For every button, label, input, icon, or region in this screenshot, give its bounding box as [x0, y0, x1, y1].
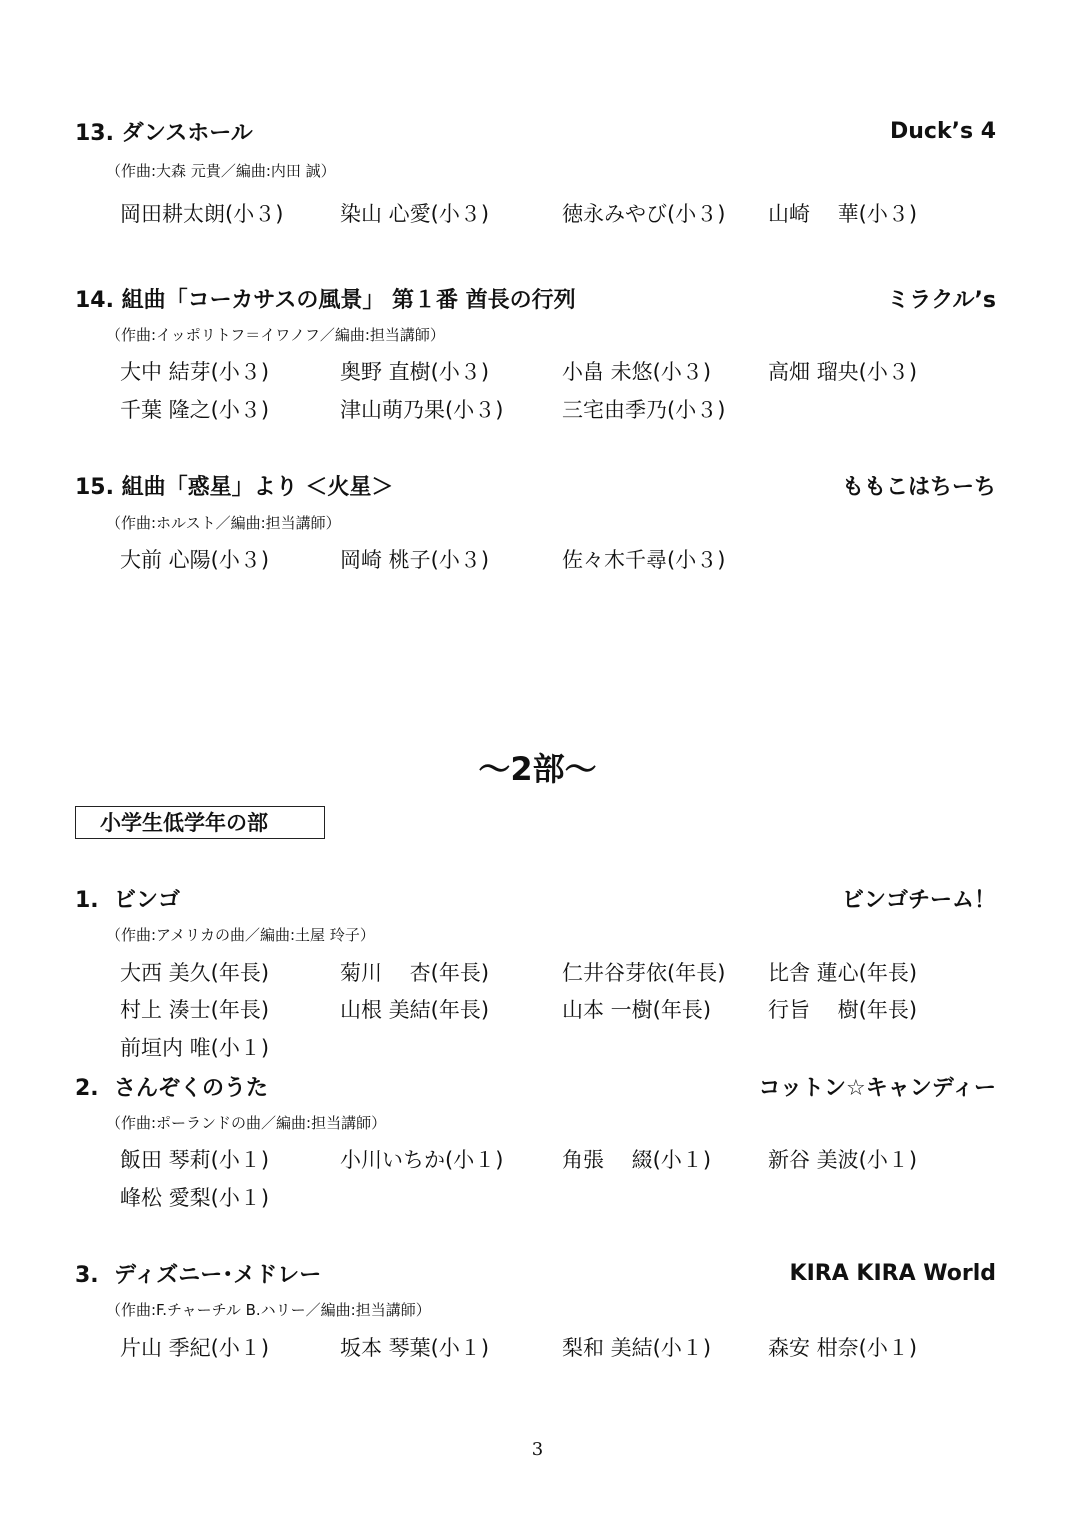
performer: 仁井谷芽依(年長): [562, 961, 726, 985]
program-item-2: [75, 1068, 996, 1104]
performer: 前垣内 唯(小１): [120, 1036, 270, 1060]
group-name: ミラクル’s: [887, 287, 996, 313]
performer: 新谷 美波(小１): [768, 1148, 918, 1172]
group-name: コットン☆キャンディー: [758, 1075, 996, 1101]
performer: 大前 心陽(小３): [120, 548, 270, 572]
performer: 津山萌乃果(小３): [340, 398, 504, 422]
performer: 岡田耕太朗(小３): [120, 202, 284, 226]
part-title: ～2部～: [478, 750, 597, 788]
group-name: Duck’s 4: [889, 118, 996, 144]
item-title: 13. ダンスホール: [75, 120, 253, 146]
group-name: KIRA KIRA World: [789, 1260, 996, 1286]
composer-credit: （作曲:ポーランドの曲／編曲:担当講師）: [106, 1114, 387, 1132]
performer: 菊川 杏(年長): [340, 961, 490, 985]
program-item-1: [75, 880, 996, 916]
performer: 山崎 華(小３): [768, 202, 918, 226]
performer: 山本 一樹(年長): [562, 998, 712, 1022]
performer: 大西 美久(年長): [120, 961, 270, 985]
item-title: 2. さんぞくのうた: [75, 1075, 269, 1101]
composer-credit: （作曲:アメリカの曲／編曲:土屋 玲子）: [106, 926, 375, 944]
category-label: 小学生低学年の部: [75, 806, 325, 839]
performer: 片山 季紀(小１): [120, 1336, 270, 1360]
composer-credit: （作曲:イッポリトフ＝イワノフ／編曲:担当講師）: [106, 326, 445, 344]
group-name: ビンゴチーム！: [841, 887, 996, 913]
composer-credit: （作曲:大森 元貴／編曲:内田 誠）: [106, 162, 336, 180]
performer: 染山 心愛(小３): [340, 202, 490, 226]
performer: 岡崎 桃子(小３): [340, 548, 490, 572]
program-item-13: [75, 113, 996, 149]
performer: 森安 柑奈(小１): [768, 1336, 918, 1360]
performer: 坂本 琴葉(小１): [340, 1336, 490, 1360]
performer: 佐々木千尋(小３): [562, 548, 726, 572]
program-item-14: [75, 280, 996, 316]
performer: 比舎 蓮心(年長): [768, 961, 918, 985]
performer: 大中 結芽(小３): [120, 360, 270, 384]
performer: 飯田 琴莉(小１): [120, 1148, 270, 1172]
page-number: 3: [531, 1439, 544, 1460]
composer-credit: （作曲:F.チャーチル B.ハリー／編曲:担当講師）: [106, 1301, 431, 1319]
program-item-3: [75, 1255, 996, 1291]
performer: 村上 湊士(年長): [120, 998, 270, 1022]
composer-credit: （作曲:ホルスト／編曲:担当講師）: [106, 514, 341, 532]
performer: 高畑 瑠央(小３): [768, 360, 918, 384]
program-item-15: [75, 467, 996, 503]
item-title: 3. ディズニー･メドレー: [75, 1262, 322, 1288]
item-title: 15. 組曲「惑星」より ＜火星＞: [75, 474, 394, 500]
performer: 小川いちか(小１): [340, 1148, 504, 1172]
performer: 梨和 美結(小１): [562, 1336, 712, 1360]
performer: 小畠 未悠(小３): [562, 360, 712, 384]
performer: 山根 美結(年長): [340, 998, 490, 1022]
item-title: 14. 組曲「コーカサスの風景」 第１番 酋長の行列: [75, 287, 576, 313]
performer: 奥野 直樹(小３): [340, 360, 490, 384]
performer: 峰松 愛梨(小１): [120, 1186, 270, 1210]
performer: 角張 綴(小１): [562, 1148, 712, 1172]
item-title: 1. ビンゴ: [75, 887, 181, 913]
performer: 三宅由季乃(小３): [562, 398, 726, 422]
performer: 行旨 樹(年長): [768, 998, 918, 1022]
performer: 千葉 隆之(小３): [120, 398, 270, 422]
group-name: ももこはちーち: [841, 474, 996, 500]
performer: 徳永みやび(小３): [562, 202, 726, 226]
